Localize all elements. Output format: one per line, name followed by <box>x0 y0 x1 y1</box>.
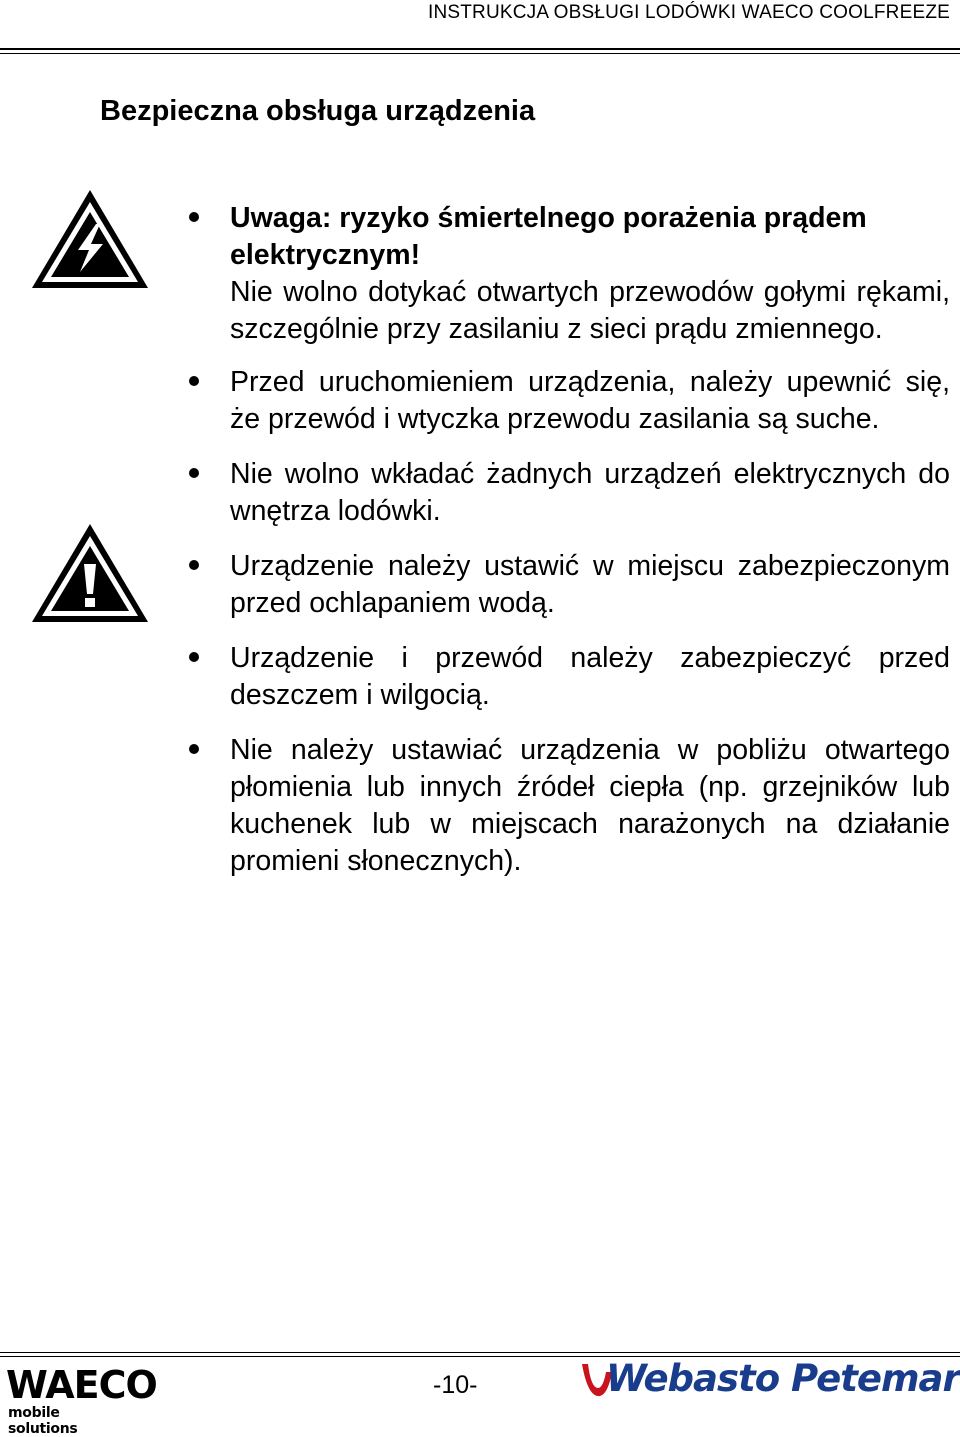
electric-shock-warning: Uwaga: ryzyko śmiertelnego porażenia prądem elektrycznym! <box>230 202 867 271</box>
list-item-text: Przed uruchomieniem urządzenia, należy upewnić się, że przewód i wtyczka przewodu zasilania są suche. <box>230 366 950 435</box>
bullet-icon <box>189 652 199 662</box>
list-item-text: Nie wolno dotykać otwartych przewodów gołymi rękami, szczególnie przy zasilaniu z sieci prądu zmiennego. <box>230 276 950 345</box>
bullet-icon <box>189 376 199 386</box>
bullet-icon <box>189 468 199 478</box>
header-divider-thin <box>0 53 960 54</box>
webasto-petemar-wordmark: Webasto Petemar <box>606 1357 960 1400</box>
bullet-icon <box>189 560 199 570</box>
bullet-icon <box>189 744 199 754</box>
list-item <box>183 364 950 438</box>
waeco-logo <box>6 1363 157 1437</box>
list-item-text: Nie wolno wkładać żadnych urządzeń elektrycznych do wnętrza lodówki. <box>230 458 950 527</box>
list-item-text: Urządzenie i przewód należy zabezpieczyć przed deszczem i wilgocią. <box>230 642 950 711</box>
list-item-text: Urządzenie należy ustawić w miejscu zabezpieczonym przed ochlapaniem wodą. <box>230 550 950 619</box>
waeco-logo-wordmark: WAECO <box>6 1363 157 1407</box>
waeco-logo-tagline: mobile solutions <box>8 1405 78 1437</box>
high-voltage-warning-icon <box>28 186 152 292</box>
footer-divider <box>0 1352 960 1353</box>
list-item <box>183 200 950 348</box>
list-item-text: Nie należy ustawiać urządzenia w pobliżu otwartego płomienia lub innych źródeł ciepła (np. grzejników lub kuchenek lub w miejscach narażonych na działanie promieni słonecznych). <box>230 734 950 877</box>
section-title: Bezpieczna obsługa urządzenia <box>100 95 536 127</box>
page-number: -10- <box>433 1371 478 1399</box>
list-item <box>183 548 950 622</box>
header-divider <box>0 48 960 50</box>
exclamation-warning-icon <box>28 520 152 626</box>
list-item <box>183 456 950 530</box>
safety-instructions-list <box>183 200 950 880</box>
webasto-petemar-logo <box>578 1356 960 1404</box>
list-item <box>183 640 950 714</box>
list-item <box>183 732 950 880</box>
header-title: INSTRUKCJA OBSŁUGI LODÓWKI WAECO COOLFREEZE <box>427 2 950 23</box>
bullet-icon <box>189 212 199 222</box>
